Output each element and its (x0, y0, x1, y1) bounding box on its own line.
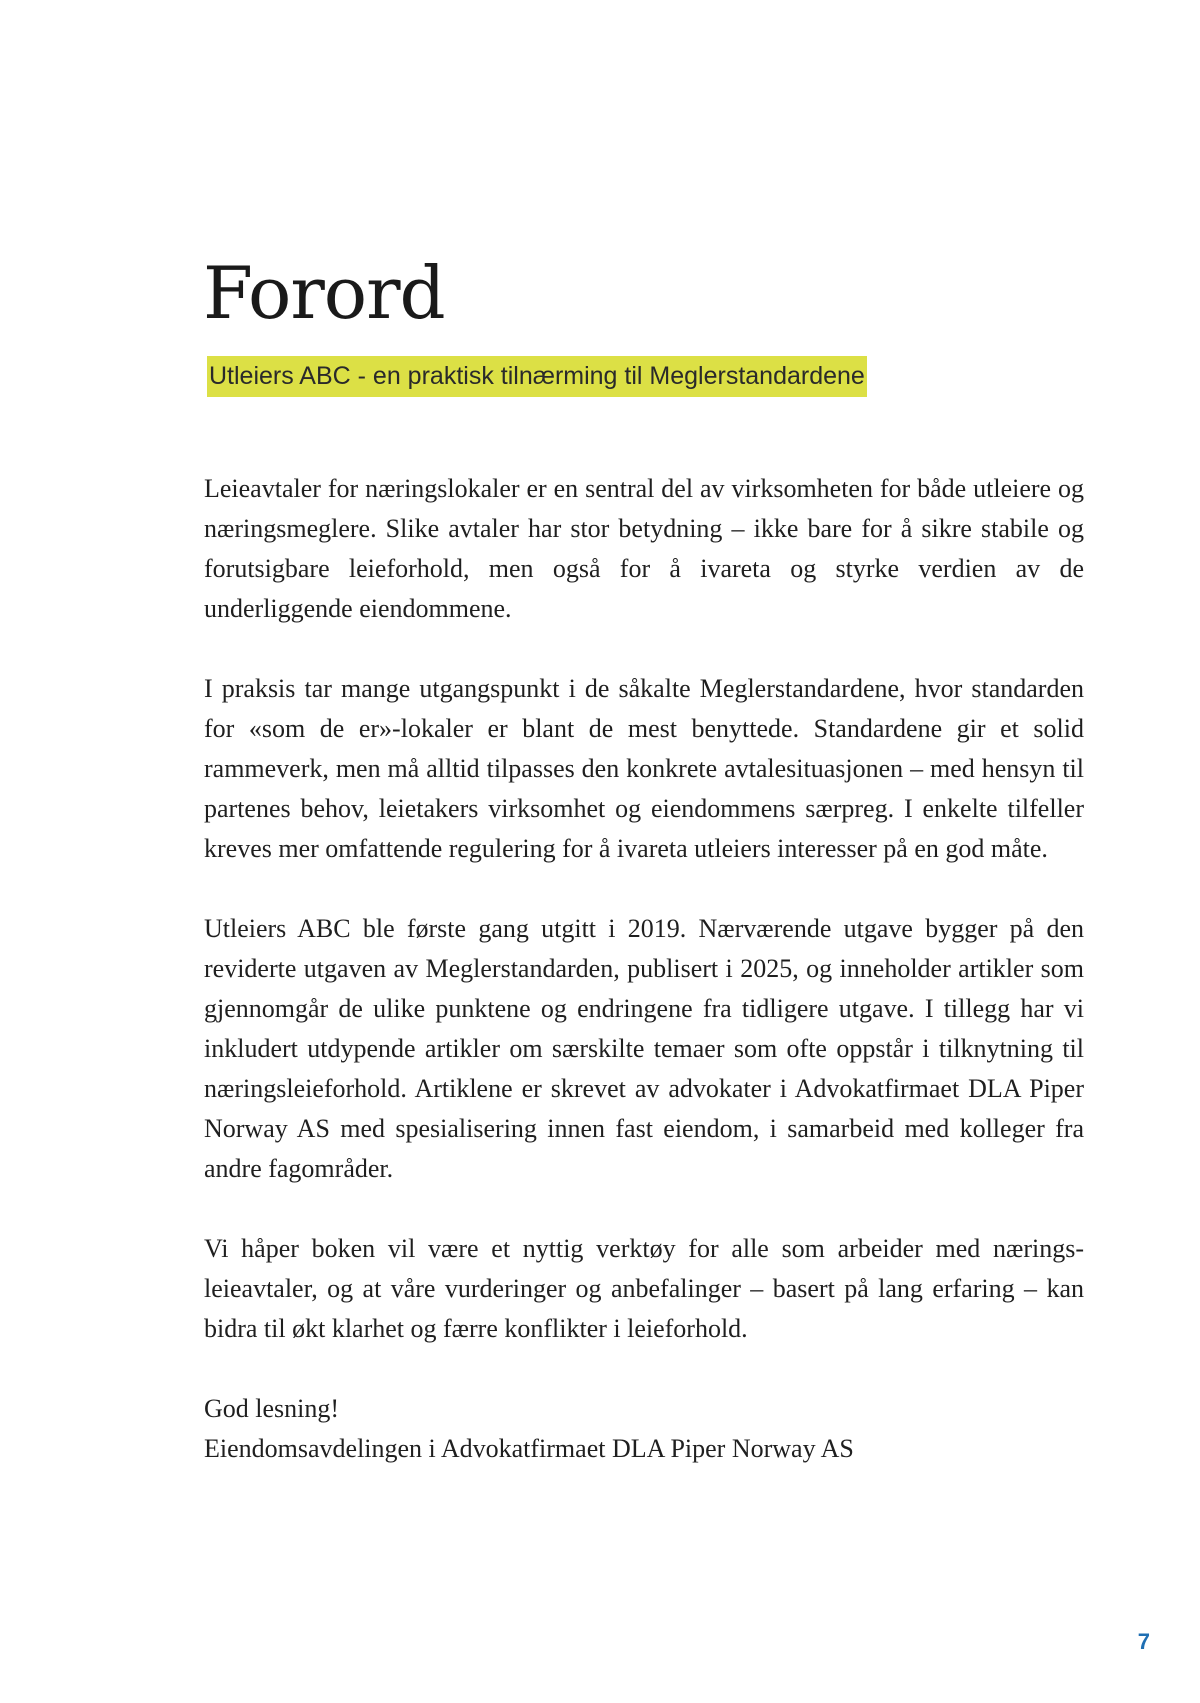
body-text (204, 469, 1084, 1469)
paragraph-4: Vi håper boken vil være et nyttig verktøy for alle som arbeider med næringsleieavtaler, og at våre vurderinger og anbefalinger – basert på lang erfaring – kan bidra til økt klarhet og færre konflikter i leieforhold. (204, 1234, 1084, 1343)
closing-greeting: God lesning! (204, 1394, 340, 1423)
page-number: 7 (1137, 1629, 1150, 1654)
page-title: Forord (203, 251, 445, 335)
closing (204, 1389, 1084, 1469)
paragraph-3: Utleiers ABC ble første gang utgitt i 2019. Nærværende utgave bygger på den reviderte utgaven av Meglerstandarden, publisert i 2025, og inneholder artikler som gjennomgår de ulike punktene og endringene fra tidligere utgave. I tillegg har vi inkludert utdypende artikler om særskilte temaer som ofte oppstår i tilknytning til næringsleieforhold. Artiklene er skrevet av advokater i Advokatfirmaet DLA Piper Norway AS med spesialisering innen fast eiendom, i samarbeid med kolleger fra andre fagområder. (204, 914, 1084, 1183)
closing-signature: Eiendomsavdelingen i Advokatfirmaet DLA Piper Norway AS (204, 1434, 854, 1463)
paragraph-1: Leieavtaler for næringslokaler er en sentral del av virksomheten for både utleiere og næringsmeglere. Slike avtaler har stor betydning – ikke bare for å sikre stabile og forutsigbare leieforhold, men også for å ivareta og styrke verdien av de underliggende eiendommene. (204, 474, 1084, 623)
paragraph-2: I praksis tar mange utgangspunkt i de såkalte Meglerstandardene, hvor standarden for «som de er»-lokaler er blant de mest benyttede. Standardene gir et solid rammeverk, men må alltid tilpasses den konkrete avtalesituasjonen – med hensyn til partenes behov, leietakers virksomhet og eiendommens særpreg. I enkelte tilfeller kreves mer omfattende regulering for å ivareta utleiers interesser på en god måte. (204, 674, 1084, 863)
subtitle-highlight: Utleiers ABC - en praktisk tilnærming til Meglerstandardene (207, 356, 867, 397)
